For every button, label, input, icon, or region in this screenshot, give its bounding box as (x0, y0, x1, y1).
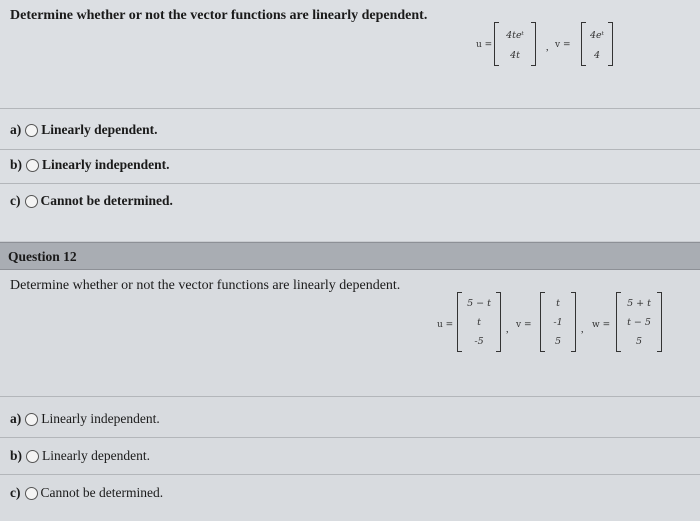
vector-matrix (616, 292, 662, 352)
vector-entry: 5 − t (467, 298, 491, 309)
option-label: Linearly dependent. (42, 448, 150, 463)
vector-entry: t (556, 298, 560, 309)
vector-matrix (540, 292, 576, 352)
question-12-header (0, 242, 700, 270)
vector-entry: -5 (474, 336, 484, 347)
vector-separator: , (546, 42, 549, 53)
vector-entry: t (477, 317, 481, 328)
option-b[interactable] (10, 157, 170, 173)
vector-v-12 (516, 292, 578, 354)
question-11-prompt: Determine whether or not the vector functions are linearly dependent. (10, 8, 428, 23)
vector-label: u = (437, 320, 454, 330)
option-letter: a) (10, 411, 22, 426)
divider (0, 437, 700, 438)
vector-u-11 (476, 20, 546, 70)
question-12-title: Question 12 (8, 249, 77, 264)
vector-label: v = (555, 40, 571, 50)
option-label: Linearly independent. (42, 157, 170, 172)
vector-separator: , (581, 324, 584, 335)
option-letter: c) (10, 485, 21, 500)
option-letter: b) (10, 157, 23, 172)
radio-button[interactable] (25, 195, 38, 208)
radio-button[interactable] (25, 124, 38, 137)
vector-entry: 5 (554, 336, 562, 347)
option-label: Cannot be determined. (40, 193, 173, 208)
question-11-panel (0, 0, 700, 108)
vector-u-12 (437, 292, 507, 354)
vector-entry: 5 + t (627, 298, 651, 309)
option-label: Linearly dependent. (41, 122, 158, 137)
vector-entry: 4teᵗ (506, 30, 524, 41)
divider (0, 183, 700, 184)
vector-w-12 (592, 292, 672, 354)
vector-label: w = (592, 320, 611, 330)
vector-matrix (494, 22, 536, 66)
radio-button[interactable] (26, 450, 39, 463)
vector-entry: 4 (593, 50, 601, 61)
vector-entry: -1 (553, 317, 563, 328)
option-a[interactable] (10, 411, 160, 427)
option-a[interactable] (10, 122, 158, 138)
vector-label: v = (516, 320, 532, 330)
divider (0, 474, 700, 475)
divider (0, 396, 700, 397)
vector-entry: t − 5 (627, 317, 651, 328)
vector-separator: , (506, 324, 509, 335)
option-c[interactable] (10, 193, 173, 209)
vector-v-11 (555, 20, 625, 70)
vector-label: u = (476, 40, 493, 50)
vector-entry: 4t (510, 50, 520, 61)
option-letter: c) (10, 193, 21, 208)
option-label: Linearly independent. (41, 411, 160, 426)
option-letter: b) (10, 448, 23, 463)
divider (0, 149, 700, 150)
question-11-options (0, 109, 700, 241)
radio-button[interactable] (26, 159, 39, 172)
radio-button[interactable] (25, 413, 38, 426)
option-c[interactable] (10, 485, 163, 501)
vector-entry: 4eᵗ (589, 30, 604, 41)
radio-button[interactable] (25, 487, 38, 500)
option-letter: a) (10, 122, 22, 137)
option-label: Cannot be determined. (40, 485, 164, 500)
vector-matrix (581, 22, 613, 66)
vector-matrix (457, 292, 501, 352)
question-12-prompt: Determine whether or not the vector functions are linearly dependent. (10, 278, 401, 293)
question-12-panel (0, 270, 700, 521)
vector-entry: 5 (635, 336, 643, 347)
option-b[interactable] (10, 448, 150, 464)
